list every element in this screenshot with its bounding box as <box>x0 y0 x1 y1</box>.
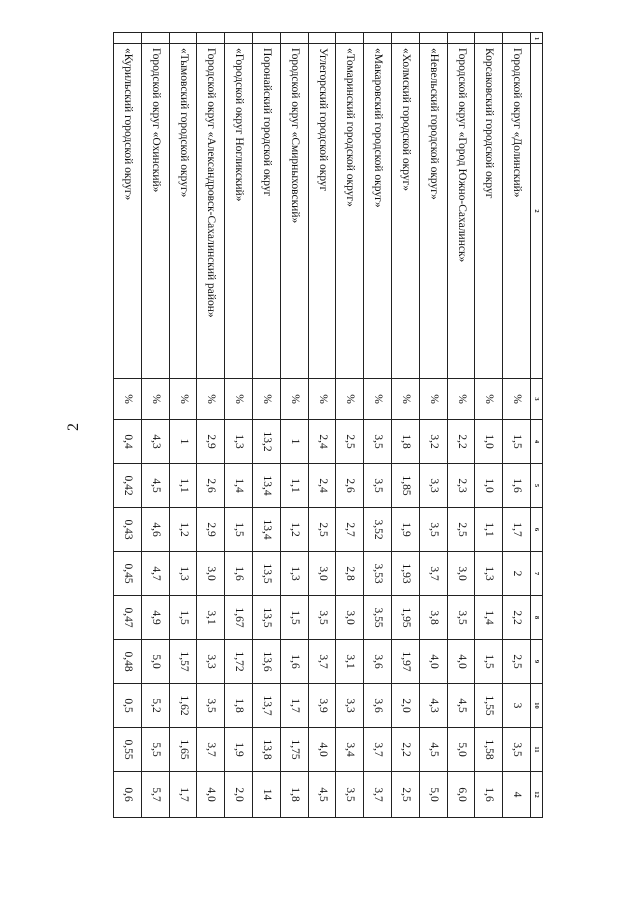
municipality-name: Городской округ «Смирныховский» <box>280 44 308 379</box>
value-cell: 1,6 <box>280 640 308 684</box>
value-cell: 0,47 <box>114 596 142 640</box>
table-row <box>447 33 475 818</box>
table-row <box>364 33 392 818</box>
value-cell: 3,7 <box>364 772 392 818</box>
unit-cell: % <box>364 379 392 420</box>
value-cell: 1,2 <box>280 508 308 552</box>
value-cell: 1,0 <box>475 464 503 508</box>
value-cell: 3,7 <box>419 552 447 596</box>
value-cell: 0,4 <box>114 420 142 464</box>
unit-cell: % <box>336 379 364 420</box>
column-number-10: 10 <box>531 684 543 728</box>
value-cell: 2,2 <box>447 420 475 464</box>
table-row <box>197 33 225 818</box>
column-number-9: 9 <box>531 640 543 684</box>
value-cell: 1,0 <box>475 420 503 464</box>
value-cell: 1,6 <box>225 552 253 596</box>
municipality-name: «Холмский городской округ» <box>392 44 420 379</box>
row-index-cell <box>419 33 447 44</box>
value-cell: 2,2 <box>503 596 531 640</box>
table-row <box>336 33 364 818</box>
value-cell: 3,5 <box>308 596 336 640</box>
rotated-table-container <box>113 32 543 817</box>
value-cell: 3,9 <box>308 684 336 728</box>
value-cell: 1,3 <box>225 420 253 464</box>
value-cell: 13,7 <box>253 684 281 728</box>
value-cell: 1,7 <box>503 508 531 552</box>
value-cell: 4,7 <box>141 552 169 596</box>
row-index-cell <box>336 33 364 44</box>
value-cell: 4,0 <box>447 640 475 684</box>
unit-cell: % <box>197 379 225 420</box>
municipality-name: «Курильский городской округ» <box>114 44 142 379</box>
unit-cell: % <box>253 379 281 420</box>
row-index-cell <box>392 33 420 44</box>
row-index-cell <box>475 33 503 44</box>
unit-cell: % <box>475 379 503 420</box>
column-number-11: 11 <box>531 728 543 772</box>
page-number: 2 <box>65 423 82 431</box>
row-index-cell <box>253 33 281 44</box>
value-cell: 4,0 <box>419 640 447 684</box>
value-cell: 1,5 <box>475 640 503 684</box>
row-index-cell <box>225 33 253 44</box>
value-cell: 1,75 <box>280 728 308 772</box>
value-cell: 13,8 <box>253 728 281 772</box>
value-cell: 2,9 <box>197 420 225 464</box>
value-cell: 1,3 <box>280 552 308 596</box>
value-cell: 3,3 <box>419 464 447 508</box>
row-index-cell <box>197 33 225 44</box>
value-cell: 5,5 <box>141 728 169 772</box>
value-cell: 0,6 <box>114 772 142 818</box>
value-cell: 13,4 <box>253 464 281 508</box>
value-cell: 0,48 <box>114 640 142 684</box>
municipality-name: «Макаровский городской округ» <box>364 44 392 379</box>
value-cell: 1,93 <box>392 552 420 596</box>
value-cell: 2,4 <box>308 464 336 508</box>
value-cell: 2,0 <box>225 772 253 818</box>
table-row <box>392 33 420 818</box>
value-cell: 3,52 <box>364 508 392 552</box>
value-cell: 4,3 <box>419 684 447 728</box>
value-cell: 2,6 <box>197 464 225 508</box>
value-cell: 3,3 <box>336 684 364 728</box>
value-cell: 2,5 <box>392 772 420 818</box>
column-number-6: 6 <box>531 508 543 552</box>
value-cell: 1,8 <box>392 420 420 464</box>
value-cell: 1,3 <box>475 552 503 596</box>
value-cell: 3,0 <box>308 552 336 596</box>
unit-cell: % <box>114 379 142 420</box>
value-cell: 3,5 <box>419 508 447 552</box>
value-cell: 3,7 <box>308 640 336 684</box>
row-index-cell <box>141 33 169 44</box>
table-row <box>225 33 253 818</box>
row-index-cell <box>114 33 142 44</box>
unit-cell: % <box>169 379 197 420</box>
value-cell: 2,6 <box>336 464 364 508</box>
value-cell: 1 <box>169 420 197 464</box>
unit-cell: % <box>308 379 336 420</box>
value-cell: 5,2 <box>141 684 169 728</box>
municipality-name: «Томаринский городской округ» <box>336 44 364 379</box>
value-cell: 3,5 <box>364 464 392 508</box>
value-cell: 1,4 <box>475 596 503 640</box>
value-cell: 2,8 <box>336 552 364 596</box>
value-cell: 3,6 <box>364 684 392 728</box>
row-index-cell <box>447 33 475 44</box>
value-cell: 0,43 <box>114 508 142 552</box>
row-index-cell <box>308 33 336 44</box>
value-cell: 3,5 <box>197 684 225 728</box>
table-row <box>419 33 447 818</box>
value-cell: 6,0 <box>447 772 475 818</box>
value-cell: 3,7 <box>197 728 225 772</box>
value-cell: 0,55 <box>114 728 142 772</box>
municipality-name: Поронайский городской округ <box>253 44 281 379</box>
value-cell: 1,7 <box>280 684 308 728</box>
value-cell: 1,8 <box>280 772 308 818</box>
value-cell: 4,5 <box>308 772 336 818</box>
value-cell: 3,0 <box>336 596 364 640</box>
table-row <box>280 33 308 818</box>
column-number-12: 12 <box>531 772 543 818</box>
value-cell: 1,5 <box>225 508 253 552</box>
value-cell: 1,6 <box>503 464 531 508</box>
value-cell: 1,5 <box>169 596 197 640</box>
municipality-name: Городской округ «Охинский» <box>141 44 169 379</box>
column-number-3: 3 <box>531 379 543 420</box>
column-number-5: 5 <box>531 464 543 508</box>
value-cell: 3,5 <box>447 596 475 640</box>
value-cell: 0,5 <box>114 684 142 728</box>
value-cell: 3,7 <box>364 728 392 772</box>
value-cell: 2 <box>503 552 531 596</box>
value-cell: 2,2 <box>392 728 420 772</box>
value-cell: 1,1 <box>280 464 308 508</box>
value-cell: 1,62 <box>169 684 197 728</box>
row-index-cell <box>280 33 308 44</box>
municipality-name: Городской округ «Долинский» <box>503 44 531 379</box>
table-row <box>308 33 336 818</box>
value-cell: 13,6 <box>253 640 281 684</box>
table-row <box>169 33 197 818</box>
value-cell: 1,9 <box>392 508 420 552</box>
municipality-name: Углегорский городской округ <box>308 44 336 379</box>
table-row <box>114 33 142 818</box>
value-cell: 1,9 <box>225 728 253 772</box>
value-cell: 2,4 <box>308 420 336 464</box>
value-cell: 1,4 <box>225 464 253 508</box>
value-cell: 1,97 <box>392 640 420 684</box>
value-cell: 2,5 <box>503 640 531 684</box>
value-cell: 3,53 <box>364 552 392 596</box>
indicator-table <box>113 32 543 818</box>
column-number-2: 2 <box>531 44 543 379</box>
value-cell: 1,1 <box>169 464 197 508</box>
value-cell: 3,8 <box>419 596 447 640</box>
table-row <box>253 33 281 818</box>
value-cell: 3,1 <box>336 640 364 684</box>
value-cell: 5,7 <box>141 772 169 818</box>
value-cell: 3,3 <box>197 640 225 684</box>
municipality-name: Городской округ «Александровск-Сахалинский район» <box>197 44 225 379</box>
row-index-cell <box>364 33 392 44</box>
value-cell: 4,5 <box>447 684 475 728</box>
value-cell: 4,5 <box>419 728 447 772</box>
column-number-7: 7 <box>531 552 543 596</box>
value-cell: 2,7 <box>336 508 364 552</box>
value-cell: 3 <box>503 684 531 728</box>
municipality-name: Корсаковский городской округ <box>475 44 503 379</box>
table-row <box>503 33 531 818</box>
value-cell: 1,5 <box>280 596 308 640</box>
value-cell: 3,4 <box>336 728 364 772</box>
value-cell: 3,55 <box>364 596 392 640</box>
municipality-name: Городской округ «Город Южно-Сахалинск» <box>447 44 475 379</box>
value-cell: 4,6 <box>141 508 169 552</box>
value-cell: 1,6 <box>475 772 503 818</box>
unit-cell: % <box>419 379 447 420</box>
unit-cell: % <box>225 379 253 420</box>
row-index-cell <box>503 33 531 44</box>
value-cell: 1,57 <box>169 640 197 684</box>
value-cell: 2,5 <box>447 508 475 552</box>
value-cell: 0,45 <box>114 552 142 596</box>
column-number-1: 1 <box>531 33 543 44</box>
value-cell: 3,2 <box>419 420 447 464</box>
value-cell: 4,0 <box>197 772 225 818</box>
value-cell: 2,9 <box>197 508 225 552</box>
value-cell: 1,3 <box>169 552 197 596</box>
municipality-name: «Тымовский городской округ» <box>169 44 197 379</box>
value-cell: 2,5 <box>336 420 364 464</box>
unit-cell: % <box>141 379 169 420</box>
row-index-cell <box>169 33 197 44</box>
value-cell: 3,0 <box>197 552 225 596</box>
value-cell: 4,0 <box>308 728 336 772</box>
value-cell: 5,0 <box>141 640 169 684</box>
unit-cell: % <box>392 379 420 420</box>
value-cell: 3,6 <box>364 640 392 684</box>
header-row <box>531 33 543 818</box>
table-row <box>475 33 503 818</box>
value-cell: 4,5 <box>141 464 169 508</box>
value-cell: 1,67 <box>225 596 253 640</box>
value-cell: 1,8 <box>225 684 253 728</box>
unit-cell: % <box>503 379 531 420</box>
value-cell: 2,0 <box>392 684 420 728</box>
value-cell: 1,72 <box>225 640 253 684</box>
value-cell: 1,65 <box>169 728 197 772</box>
value-cell: 13,5 <box>253 596 281 640</box>
value-cell: 14 <box>253 772 281 818</box>
value-cell: 5,0 <box>419 772 447 818</box>
value-cell: 3,5 <box>364 420 392 464</box>
table-row <box>141 33 169 818</box>
value-cell: 5,0 <box>447 728 475 772</box>
value-cell: 13,5 <box>253 552 281 596</box>
value-cell: 1,55 <box>475 684 503 728</box>
value-cell: 1,85 <box>392 464 420 508</box>
municipality-name: «Невельский городской округ» <box>419 44 447 379</box>
value-cell: 2,3 <box>447 464 475 508</box>
unit-cell: % <box>280 379 308 420</box>
value-cell: 4,3 <box>141 420 169 464</box>
value-cell: 13,4 <box>253 508 281 552</box>
municipality-name: «Городской округ Ногликский» <box>225 44 253 379</box>
value-cell: 4 <box>503 772 531 818</box>
unit-cell: % <box>447 379 475 420</box>
value-cell: 1,7 <box>169 772 197 818</box>
value-cell: 3,0 <box>447 552 475 596</box>
value-cell: 4,9 <box>141 596 169 640</box>
column-number-4: 4 <box>531 420 543 464</box>
value-cell: 3,1 <box>197 596 225 640</box>
value-cell: 1,2 <box>169 508 197 552</box>
value-cell: 13,2 <box>253 420 281 464</box>
value-cell: 0,42 <box>114 464 142 508</box>
value-cell: 2,5 <box>308 508 336 552</box>
value-cell: 1 <box>280 420 308 464</box>
value-cell: 1,5 <box>503 420 531 464</box>
column-number-8: 8 <box>531 596 543 640</box>
value-cell: 1,95 <box>392 596 420 640</box>
value-cell: 3,5 <box>336 772 364 818</box>
value-cell: 1,1 <box>475 508 503 552</box>
value-cell: 3,5 <box>503 728 531 772</box>
value-cell: 1,58 <box>475 728 503 772</box>
